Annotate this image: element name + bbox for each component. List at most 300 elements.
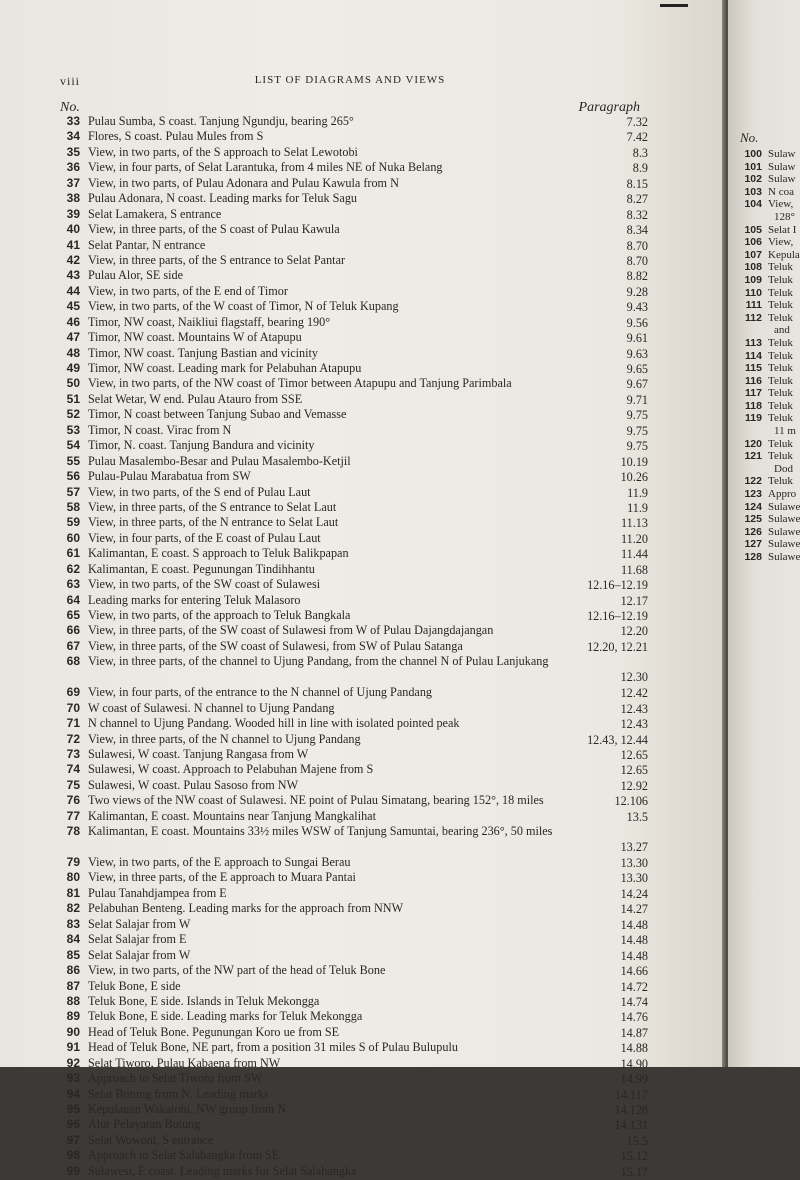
list-item: [58, 917, 648, 932]
list-item: [58, 500, 648, 515]
column-heading-no: No.: [60, 100, 80, 115]
right-page-entry-number: 107: [744, 248, 762, 261]
entry-description: View, in four parts, of the entrance to the N channel of Ujung Pandang: [88, 685, 433, 700]
entry-description: View, in four parts, of the E coast of Pulau Laut: [88, 530, 321, 545]
right-page-entry-text: Teluk: [768, 475, 793, 488]
entry-number: 86: [66, 963, 80, 978]
entry-number: 49: [66, 361, 80, 375]
list-item: [58, 1133, 648, 1148]
list-item: [58, 454, 648, 469]
entry-description: Teluk Bone, E side: [88, 978, 181, 993]
entry-number: 53: [66, 422, 80, 437]
right-page-list-item: [734, 211, 800, 224]
right-page-entry-text: Sulawe: [768, 525, 800, 538]
list-item: [58, 716, 648, 731]
entry-number: 65: [66, 608, 80, 622]
entry-paragraph: 14.76: [620, 1010, 648, 1025]
right-page-entry-text: Sulawe: [768, 513, 800, 526]
list-item: [58, 623, 648, 638]
list-item: [58, 593, 648, 608]
entry-description: View, in two parts, of the NW part of the head of Teluk Bone: [88, 963, 386, 978]
entry-description: View, in two parts, of the W coast of Timor, N of Teluk Kupang: [88, 299, 399, 314]
list-item: [58, 778, 648, 793]
right-page-list-item: [734, 450, 800, 463]
entry-paragraph: 9.71: [626, 392, 648, 407]
entry-number: 78: [66, 824, 80, 839]
entry-paragraph: 13.30: [620, 871, 648, 886]
entry-paragraph: 11.68: [621, 562, 648, 577]
right-page-entry-text: and: [774, 324, 790, 337]
entry-number: 47: [66, 330, 80, 345]
entry-paragraph: 7.42: [626, 130, 648, 145]
right-page-entry-text: N coa: [768, 185, 794, 198]
right-page-entry-text: Teluk: [768, 399, 793, 412]
entry-description: View, in two parts, of the E end of Timor: [88, 283, 288, 298]
entry-paragraph: 8.9: [632, 161, 648, 176]
right-page-list-item: [734, 475, 800, 488]
entry-description: Pelabuhan Benteng. Leading marks for the approach from NNW: [88, 901, 404, 916]
list-item: [58, 1102, 648, 1117]
entry-description: N channel to Ujung Pandang. Wooded hill in line with isolated pointed peak: [88, 716, 460, 731]
list-item: [58, 1025, 648, 1040]
entry-number: 98: [66, 1148, 80, 1163]
right-page-list-item: [734, 513, 800, 526]
entry-paragraph: 14.88: [620, 1041, 648, 1056]
entry-number: 74: [66, 762, 80, 777]
entry-paragraph: 14.99: [620, 1072, 648, 1087]
entry-paragraph: 8.70: [626, 253, 648, 268]
entry-number: 41: [66, 237, 80, 252]
list-item: [58, 1071, 648, 1086]
entry-description: View, in three parts, of the E approach to Muara Pantai: [88, 870, 356, 885]
entry-paragraph: 15.12: [620, 1149, 648, 1164]
entry-paragraph: 13.5: [626, 809, 648, 824]
right-page-list-item: [734, 249, 800, 262]
entry-description: View, in two parts, of the NW coast of Timor between Atapupu and Tanjung Parimbala: [88, 376, 512, 391]
entry-paragraph: 14.72: [620, 979, 648, 994]
entry-number: 57: [66, 484, 80, 499]
entry-number: 38: [66, 191, 80, 206]
right-page-list-item: [734, 538, 800, 551]
entry-paragraph: 12.92: [620, 778, 648, 793]
entry-paragraph: 12.65: [620, 747, 648, 762]
entry-number: 97: [66, 1132, 80, 1147]
entry-number: 91: [66, 1040, 80, 1055]
entry-number: 40: [66, 222, 80, 237]
entry-description: View, in three parts, of the S entrance to Selat Pantar: [88, 252, 346, 267]
list-item: [58, 639, 648, 654]
list-item: [58, 207, 648, 222]
right-page-entry-number: 104: [744, 198, 762, 211]
entry-number: 73: [66, 746, 80, 761]
right-page-entry-text: Sulaw: [768, 173, 796, 186]
entry-paragraph: 9.75: [626, 408, 648, 423]
entry-description: Kepulauan Wakatohi. NW group from N: [88, 1102, 287, 1117]
right-page-entry-text: Kepula: [768, 248, 800, 261]
list-item: [58, 901, 648, 916]
right-page-list-item: [734, 350, 800, 363]
entry-paragraph: 8.70: [626, 238, 648, 253]
list-item: [58, 654, 648, 685]
entry-number: 34: [66, 129, 80, 144]
right-page-entry-number: 113: [745, 336, 762, 349]
entry-number: 85: [66, 947, 80, 962]
right-page-entry-text: Teluk: [768, 362, 793, 375]
entry-description: Pulau-Pulau Marabatua from SW: [88, 469, 251, 484]
entry-paragraph: 14.66: [620, 964, 648, 979]
right-page-list-item: [734, 438, 800, 451]
list-item: [58, 809, 648, 824]
list-item: [58, 546, 648, 561]
entry-description: Sulawesi, W coast. Tanjung Rangasa from W: [88, 746, 309, 761]
entry-paragraph: 12.17: [620, 593, 648, 608]
right-page-entry-text: Selat I: [768, 223, 797, 236]
right-page-entry-number: 118: [745, 399, 762, 412]
entry-number: 71: [66, 716, 80, 731]
entry-paragraph: 8.15: [626, 176, 648, 191]
entry-number: 76: [66, 793, 80, 808]
entry-paragraph: 12.43: [620, 701, 648, 716]
entry-paragraph: 8.32: [626, 207, 648, 222]
entry-number: 52: [66, 407, 80, 422]
right-page-list-item: [734, 324, 800, 337]
entry-description: Selat Pantar, N entrance: [88, 237, 206, 252]
right-page-entry-text: Teluk: [768, 336, 793, 349]
right-page-list-item: [734, 312, 800, 325]
entry-number: 77: [66, 808, 80, 823]
entry-paragraph: 11.9: [627, 485, 648, 500]
list-item: [58, 145, 648, 160]
entry-description: View, in two parts, of the S end of Pulau Laut: [88, 484, 311, 499]
entry-paragraph: 9.75: [626, 423, 648, 438]
right-page-entry-text: Teluk: [768, 387, 793, 400]
list-item: [58, 963, 648, 978]
entry-number: 88: [66, 993, 80, 1008]
entry-paragraph: 9.75: [626, 439, 648, 454]
list-item: [58, 1148, 648, 1163]
right-page-list-item: [734, 198, 800, 211]
page-number: viii: [60, 74, 81, 88]
entry-description: Selat Salajar from W: [88, 916, 191, 931]
entry-paragraph: 12.43: [620, 717, 648, 732]
entry-paragraph: 12.30: [620, 670, 648, 685]
right-page-list-item: [734, 148, 800, 161]
list-item: [58, 762, 648, 777]
right-page-entry-text: Appro: [768, 488, 797, 501]
list-item: [58, 886, 648, 901]
entry-description: Timor, NW coast. Mountains W of Atapupu: [88, 330, 302, 345]
entry-number: 94: [66, 1086, 80, 1101]
list-item: [58, 531, 648, 546]
entry-description: Selat Salajar from W: [88, 947, 191, 962]
list-item: [58, 1040, 648, 1055]
entry-number: 99: [66, 1163, 80, 1178]
entry-description: Timor, NW coast. Leading mark for Pelabuhan Atapupu: [88, 361, 362, 375]
entry-number: 96: [66, 1117, 80, 1132]
right-page-entry-number: 102: [744, 173, 762, 186]
entry-description: View, in two parts, of Pulau Adonara and Pulau Kawula from N: [88, 175, 399, 190]
running-header: [60, 74, 640, 92]
entry-paragraph: 11.13: [621, 516, 648, 531]
right-page-entry-text: Teluk: [768, 261, 793, 274]
entry-paragraph: 8.27: [626, 192, 648, 207]
list-item: [58, 299, 648, 314]
entry-description: Timor, N coast. Virac from N: [88, 422, 232, 437]
right-page-list-item: [734, 337, 800, 350]
right-page-entry-text: View,: [768, 236, 794, 249]
entry-description: View, in three parts, of the N entrance to Selat Laut: [88, 515, 339, 530]
entry-paragraph: 14.48: [620, 917, 648, 932]
right-page-entry-number: 103: [744, 185, 762, 198]
entry-description: Leading marks for entering Teluk Malasoro: [88, 592, 301, 607]
list-item: [58, 268, 648, 283]
entry-description: Kalimantan, E coast. Mountains 33½ miles WSW of Tanjung Samuntai, bearing 236°, 50 miles: [88, 824, 553, 839]
right-page-entry-number: 108: [744, 261, 762, 274]
entry-description: Timor, N coast between Tanjung Subao and Vemasse: [88, 407, 347, 422]
entry-paragraph: 14.87: [620, 1025, 648, 1040]
entry-paragraph: 14.90: [620, 1056, 648, 1071]
entry-paragraph: 14.48: [620, 948, 648, 963]
entry-number: 93: [66, 1071, 80, 1086]
right-page-list-item: [734, 362, 800, 375]
entry-description: Selat Wowoni, S entrance: [88, 1132, 214, 1147]
entry-number: 48: [66, 345, 80, 360]
entry-number: 56: [66, 469, 80, 484]
running-title: LIST OF DIAGRAMS AND VIEWS: [254, 74, 446, 86]
list-item: [58, 994, 648, 1009]
entry-number: 37: [66, 175, 80, 190]
entry-number: 66: [66, 623, 80, 638]
entry-number: 81: [66, 885, 80, 900]
right-page-entry-number: 105: [744, 223, 762, 236]
entry-paragraph: 12.43, 12.44: [587, 732, 648, 747]
list-item: [58, 114, 648, 129]
list-item: [58, 176, 648, 191]
right-page-entry-number: 110: [745, 286, 762, 299]
entry-description: Selat Butung from N. Leading marks: [88, 1086, 269, 1101]
right-page-entry-text: Teluk: [768, 299, 793, 312]
list-item: [58, 1056, 648, 1071]
column-heading-paragraph: Paragraph: [578, 100, 640, 115]
entry-number: 63: [66, 577, 80, 592]
right-page-list: [734, 148, 800, 564]
entry-paragraph: 15.5: [626, 1133, 648, 1148]
entry-description: View, in three parts, of the SW coast of Sulawesi, from SW of Pulau Satanga: [88, 638, 463, 653]
list-item: [58, 793, 648, 808]
list-item: [58, 747, 648, 762]
entry-paragraph: 12.20: [620, 624, 648, 639]
right-page-entry-text: Teluk: [768, 412, 793, 425]
right-page-list-item: [734, 463, 800, 476]
entry-paragraph: 9.56: [626, 315, 648, 330]
entry-number: 35: [66, 144, 80, 159]
entry-description: Timor, N. coast. Tanjung Bandura and vicinity: [88, 438, 315, 453]
entry-description: Pulau Masalembo-Besar and Pulau Masalembo-Ketjil: [88, 453, 351, 468]
entry-description: Teluk Bone, E side. Leading marks for Teluk Mekongga: [88, 1009, 363, 1024]
right-page-list-item: [734, 161, 800, 174]
entry-paragraph: 12.16–12.19: [587, 578, 648, 593]
entry-number: 95: [66, 1102, 80, 1117]
right-page-entry-number: 111: [745, 299, 762, 312]
right-page-entry-number: 116: [745, 374, 762, 387]
right-page-entry-number: 109: [744, 273, 762, 286]
list-item: [58, 732, 648, 747]
entry-number: 89: [66, 1009, 80, 1024]
entry-description: Selat Tiworo, Pulau Kabaena from NW: [88, 1055, 281, 1070]
list-item: [58, 562, 648, 577]
entry-paragraph: 14.27: [620, 902, 648, 917]
right-page-entry-text: Teluk: [768, 450, 793, 463]
right-page-list-item: [734, 299, 800, 312]
entry-paragraph: 9.63: [626, 346, 648, 361]
list-item: [58, 423, 648, 438]
entry-description: Two views of the NW coast of Sulawesi. NE point of Pulau Simatang, bearing 152°, 18 miles: [88, 793, 544, 808]
entry-paragraph: 11.20: [621, 531, 648, 546]
entry-number: 80: [66, 870, 80, 885]
entry-paragraph: 7.32: [626, 115, 648, 129]
entry-number: 45: [66, 299, 80, 314]
entry-number: 68: [66, 654, 80, 669]
right-page-entry-number: 126: [744, 525, 762, 538]
entry-paragraph: 8.82: [626, 269, 648, 284]
list-item: [58, 238, 648, 253]
entry-paragraph: 15.17: [620, 1164, 648, 1179]
right-page-entry-text: Teluk: [768, 311, 793, 324]
list-item: [58, 870, 648, 885]
right-page-entry-number: 120: [744, 437, 762, 450]
entry-paragraph: 12.16–12.19: [587, 609, 648, 623]
list-item: [58, 222, 648, 237]
entry-number: 75: [66, 777, 80, 792]
list-item: [58, 1009, 648, 1024]
entry-paragraph: 14.131: [614, 1118, 648, 1133]
right-page-list-item: [734, 387, 800, 400]
entry-paragraph: 12.20, 12.21: [587, 639, 648, 654]
entry-paragraph: 9.43: [626, 300, 648, 315]
list-item: [58, 608, 648, 623]
entry-paragraph: 14.74: [620, 994, 648, 1009]
right-page-entry-number: 125: [744, 513, 762, 526]
list-item: [58, 469, 648, 484]
entry-number: 70: [66, 700, 80, 715]
entry-paragraph: 13.27: [620, 840, 648, 855]
right-page-entry-text: 11 m: [774, 425, 796, 438]
list-item: [58, 1117, 648, 1132]
entry-number: 83: [66, 916, 80, 931]
entry-description: Approach to Selat Tiworo from SW: [88, 1071, 263, 1086]
entry-description: Teluk Bone, E side. Islands in Teluk Mekongga: [88, 993, 320, 1008]
entry-description: Sulawesi, E coast. Leading marks for Selat Salabangka: [88, 1163, 357, 1178]
right-page-entry-text: Dod: [774, 462, 793, 475]
list-item: [58, 577, 648, 592]
right-page-entry-number: 115: [745, 362, 762, 375]
entry-description: Timor, NW coast. Tanjung Bastian and vicinity: [88, 345, 318, 360]
list-item: [58, 1164, 648, 1179]
entry-description: View, in four parts, of Selat Larantuka, from 4 miles NE of Nuka Belang: [88, 160, 443, 175]
right-page-column-heading: No.: [740, 130, 759, 145]
entry-description: Pulau Sumba, S coast. Tanjung Ngundju, bearing 265°: [88, 114, 354, 128]
list-item: [58, 392, 648, 407]
right-page-entry-number: 100: [744, 148, 762, 160]
list-item: [58, 129, 648, 144]
entry-number: 90: [66, 1024, 80, 1039]
entry-paragraph: 9.67: [626, 377, 648, 392]
right-page-entry-text: Sulawe: [768, 538, 800, 551]
entry-number: 58: [66, 499, 80, 514]
entry-paragraph: 12.42: [620, 686, 648, 701]
entry-description: Selat Lamakera, S entrance: [88, 206, 222, 221]
entry-number: 84: [66, 932, 80, 947]
entry-number: 50: [66, 376, 80, 391]
list-item: [58, 284, 648, 299]
entry-number: 69: [66, 685, 80, 700]
right-page-entry-number: 114: [745, 349, 762, 362]
right-page-entry-text: 128°: [774, 210, 795, 223]
right-page-entry-text: Sulaw: [768, 160, 796, 173]
right-page-list-item: [734, 173, 800, 186]
entry-description: Kalimantan, E coast. Mountains near Tanjung Mangkalihat: [88, 808, 376, 823]
entry-description: View, in three parts, of the S coast of Pulau Kawula: [88, 222, 340, 237]
list-item: [58, 191, 648, 206]
entry-description: Flores, S coast. Pulau Mules from S: [88, 129, 264, 144]
entry-description: Kalimantan, E coast. Pegunungan Tindihhantu: [88, 561, 315, 576]
entry-description: Sulawesi, W coast. Pulau Sasoso from NW: [88, 777, 299, 792]
right-page-entry-text: Sulawe: [768, 500, 800, 513]
entry-number: 43: [66, 268, 80, 283]
entry-paragraph: 8.3: [632, 145, 648, 160]
right-page-entry-text: Sulawe: [768, 551, 800, 563]
right-page-entry-text: Sulaw: [768, 148, 796, 160]
entry-number: 60: [66, 530, 80, 545]
entry-description: Alur Pelayaran Butung: [88, 1117, 201, 1132]
entry-number: 39: [66, 206, 80, 221]
right-page-list-item: [734, 236, 800, 249]
list-item: [58, 346, 648, 361]
entry-paragraph: 8.34: [626, 223, 648, 238]
list-item: [58, 330, 648, 345]
right-page-entry-number: 127: [744, 538, 762, 551]
entry-description: Head of Teluk Bone. Pegunungan Koro ue from SE: [88, 1024, 340, 1039]
entry-paragraph: 10.19: [620, 454, 648, 469]
entry-description: View, in two parts, of the SW coast of Sulawesi: [88, 577, 321, 592]
entry-description: View, in three parts, of the SW coast of Sulawesi from W of Pulau Dajangdajangan: [88, 623, 494, 638]
entry-description: Timor, NW coast, Naikliui flagstaff, bearing 190°: [88, 314, 331, 329]
right-page-list-item: [734, 186, 800, 199]
right-page-list-item: [734, 274, 800, 287]
right-page-entry-text: Teluk: [768, 286, 793, 299]
list-item: [58, 160, 648, 175]
entry-number: 64: [66, 592, 80, 607]
entry-paragraph: 14.48: [620, 933, 648, 948]
right-page-list-item: [734, 261, 800, 274]
page-edge-mark: [660, 4, 688, 7]
entry-description: Pulau Alor, SE side: [88, 268, 183, 283]
right-page-entry-text: View,: [768, 198, 794, 211]
entry-description: Sulawesi, W coast. Approach to Pelabuhan Majene from S: [88, 762, 374, 777]
entry-number: 82: [66, 901, 80, 916]
right-page-list-item: [734, 551, 800, 564]
list-item: [58, 685, 648, 700]
right-page-entry-text: Teluk: [768, 374, 793, 387]
list-item: [58, 932, 648, 947]
right-page-list-item: [734, 526, 800, 539]
right-page: [728, 0, 800, 1067]
entry-paragraph: 14.117: [614, 1087, 648, 1102]
entry-description: Pulau Tanahdjampea from E: [88, 885, 227, 900]
entry-paragraph: 9.61: [626, 331, 648, 346]
entry-description: View, in two parts, of the E approach to Sungai Berau: [88, 855, 351, 870]
list-item: [58, 407, 648, 422]
